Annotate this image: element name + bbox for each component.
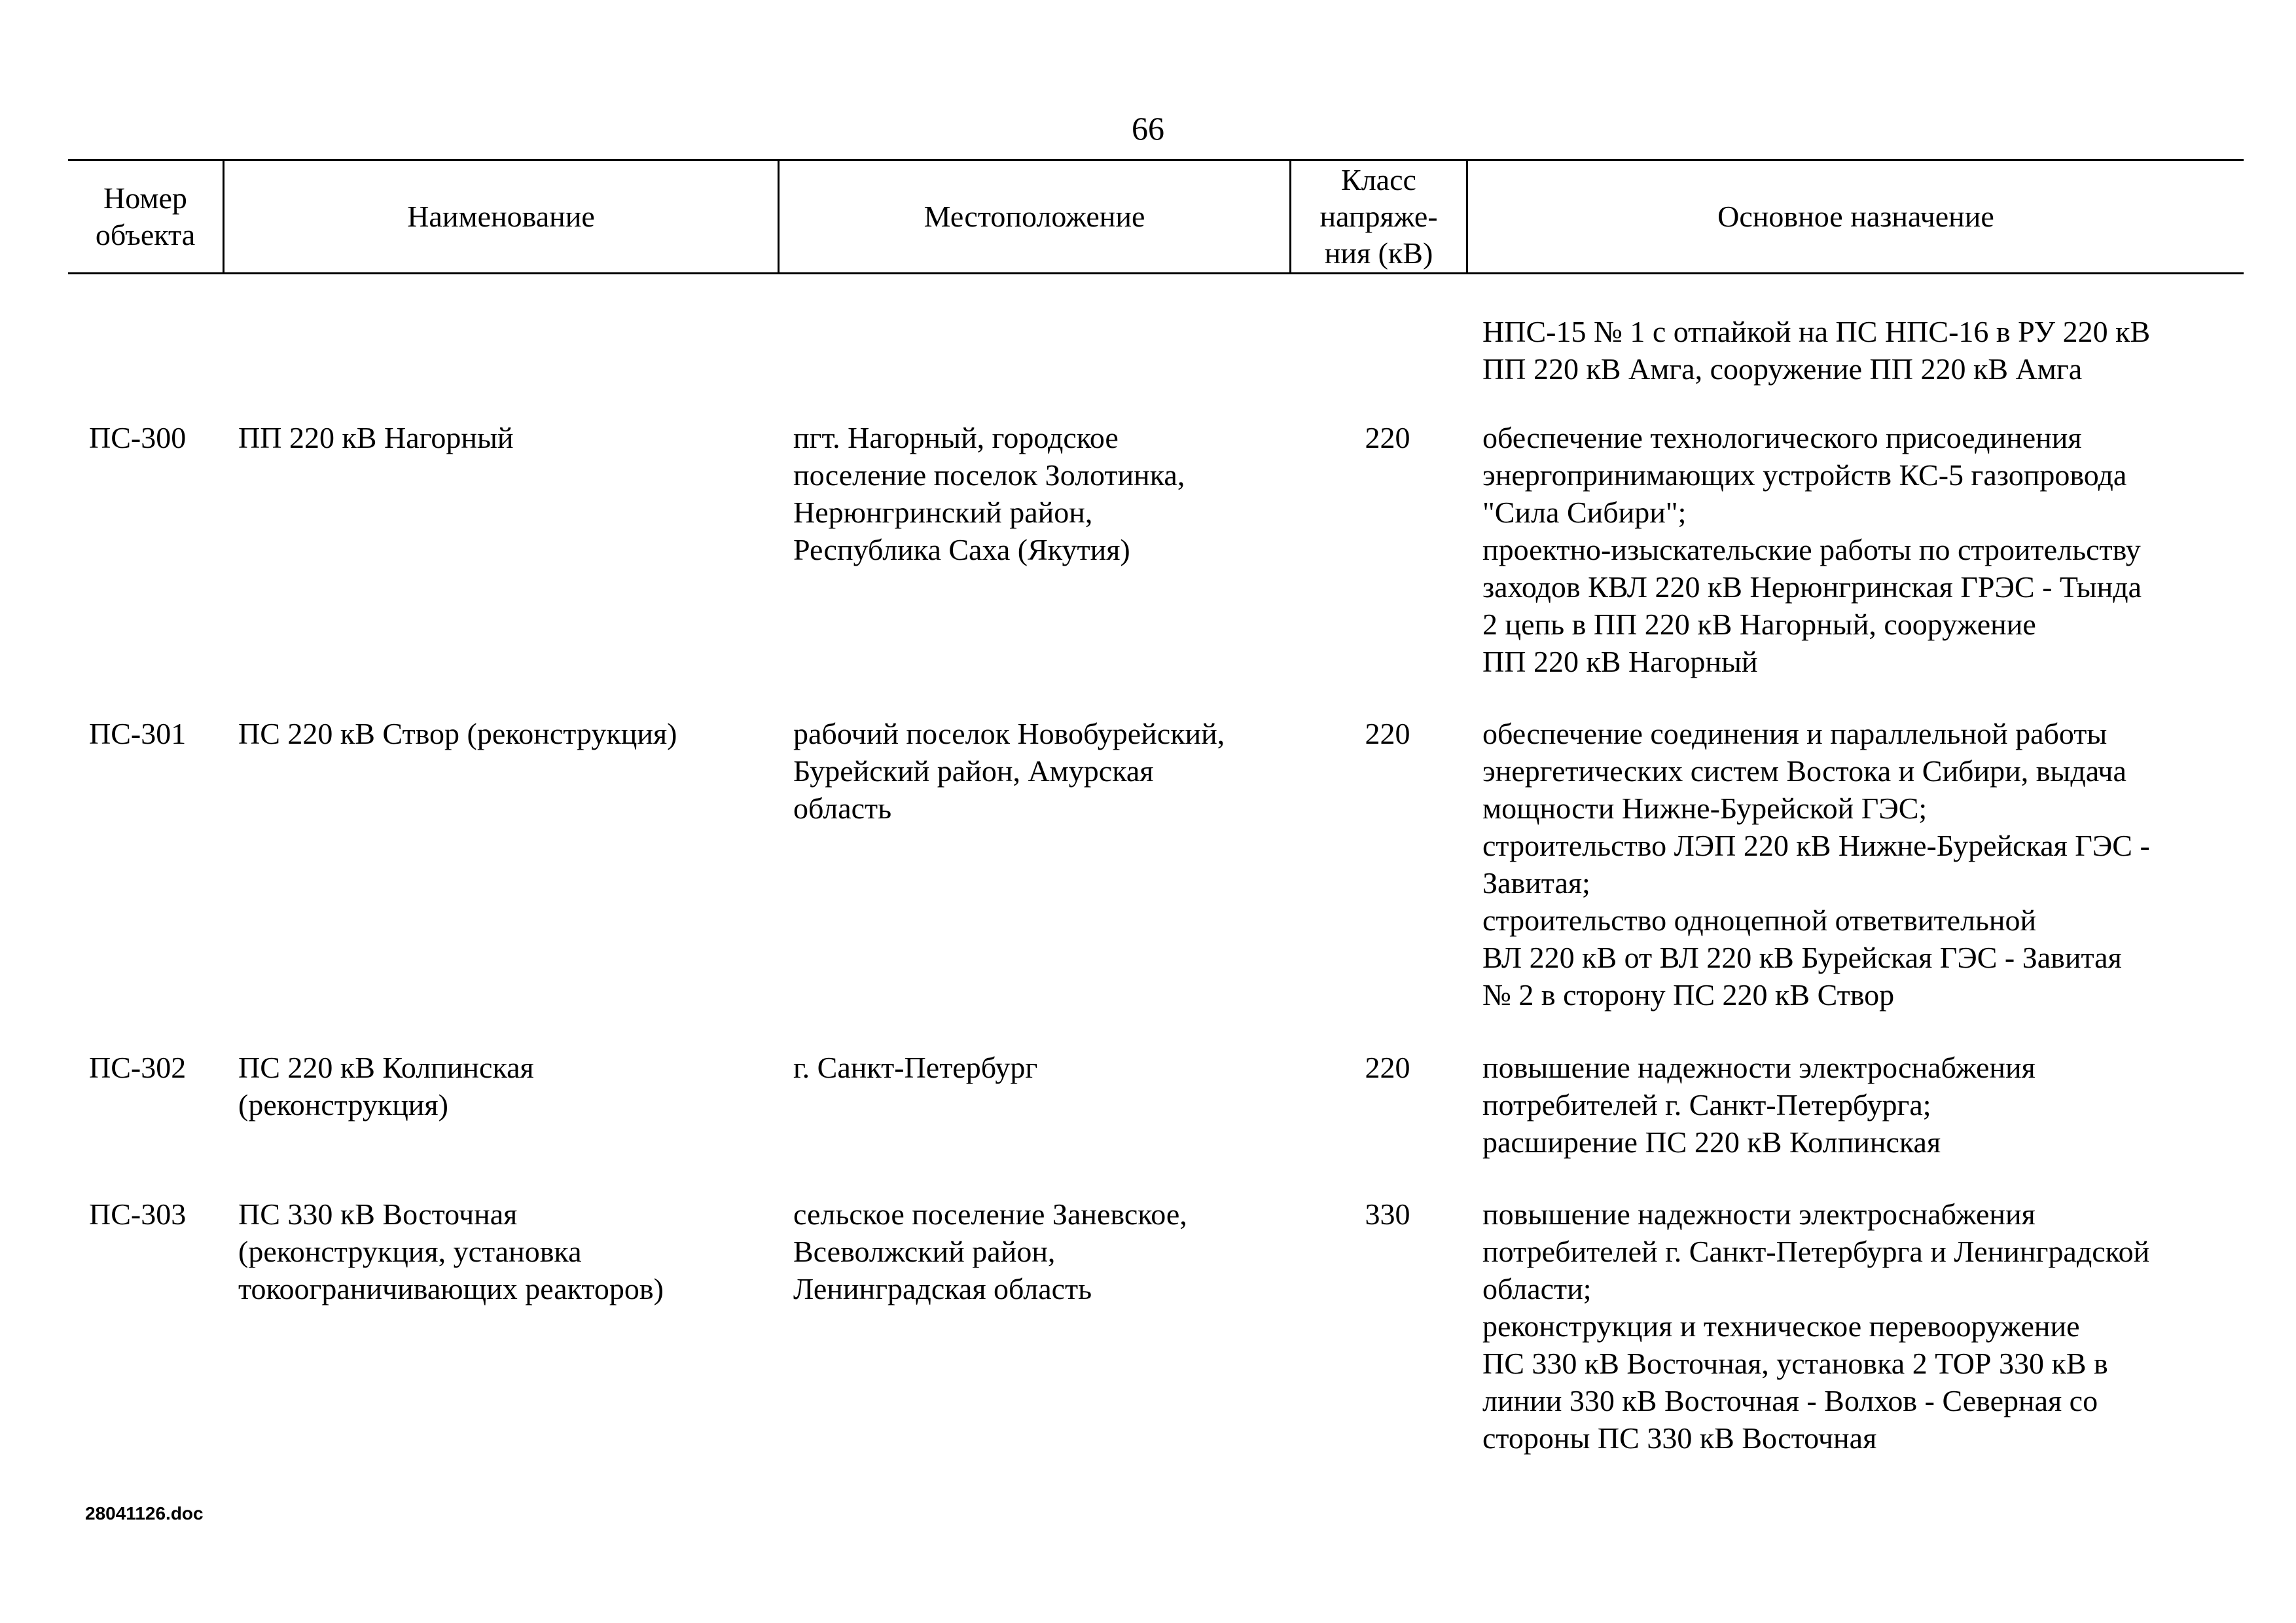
header-purpose-label: Основное назначение: [1717, 200, 1994, 233]
object-purpose: повышение надежности электроснабжения потребителей г. Санкт-Петербурга; расширение ПС 220 кВ Колпинская: [1482, 1051, 2036, 1159]
header-object-number-label: Номер объекта: [95, 181, 196, 251]
object-name: ПС 330 кВ Восточная (реконструкция, установка токоограничивающих реакторов): [238, 1197, 664, 1305]
document-file-name: 28041126.doc: [85, 1503, 204, 1523]
header-location-label: Местоположение: [924, 200, 1145, 233]
object-location: пгт. Нагорный, городское поселение поселок Золотинка, Нерюнгринский район, Республика Саха (Якутия): [793, 421, 1185, 566]
object-number: ПС-300: [89, 421, 187, 454]
object-voltage: 220: [1365, 1051, 1410, 1084]
object-number: ПС-303: [89, 1197, 187, 1231]
object-location: рабочий поселок Новобурейский, Бурейский район, Амурская область: [793, 717, 1225, 825]
header-voltage-class-label: Класс напряже- ния (кВ): [1319, 163, 1438, 270]
header-object-number: [68, 161, 223, 272]
table-header-bottom-rule: [68, 272, 2244, 274]
object-purpose: повышение надежности электроснабжения потребителей г. Санкт-Петербурга и Ленинградской области; реконструкция и техническое перевооружение ПС 330 кВ Восточная, установка 2 ТОР 330 кВ в линии 330 кВ Восточная - Волхов - Северная со стороны ПС 330 кВ Восточная: [1482, 1197, 2150, 1455]
object-location: г. Санкт-Петербург: [793, 1051, 1038, 1084]
object-name: ПС 220 кВ Створ (реконструкция): [238, 717, 677, 750]
object-location: сельское поселение Заневское, Всеволжский район, Ленинградская область: [793, 1197, 1187, 1305]
header-name: [224, 161, 778, 272]
header-purpose: [1468, 161, 2244, 272]
object-name: ПС 220 кВ Колпинская (реконструкция): [238, 1051, 534, 1122]
object-voltage: 330: [1365, 1197, 1410, 1231]
object-purpose: обеспечение соединения и параллельной работы энергетических систем Востока и Сибири, выдача мощности Нижне-Бурейской ГЭС; строительство ЛЭП 220 кВ Нижне-Бурейская ГЭС - Завитая; строительство одноцепной ответвительной ВЛ 220 кВ от ВЛ 220 кВ Бурейская ГЭС - Завитая № 2 в сторону ПС 220 кВ Створ: [1482, 717, 2150, 1012]
object-voltage: 220: [1365, 717, 1410, 750]
header-name-label: Наименование: [407, 200, 595, 233]
object-number: ПС-302: [89, 1051, 187, 1084]
object-number: ПС-301: [89, 717, 187, 750]
object-purpose: обеспечение технологического присоединения энергопринимающих устройств КС-5 газопровода "Сила Сибири"; проектно-изыскательские работы по строительству заходов КВЛ 220 кВ Нерюнгринская ГРЭС - Тында 2 цепь в ПП 220 кВ Нагорный, сооружение ПП 220 кВ Нагорный: [1482, 421, 2142, 678]
object-name: ПП 220 кВ Нагорный: [238, 421, 514, 454]
object-voltage: 220: [1365, 421, 1410, 454]
page-number: 66: [1132, 110, 1164, 147]
header-voltage-class: [1291, 161, 1466, 272]
header-location: [780, 161, 1289, 272]
continuation-purpose: НПС-15 № 1 с отпайкой на ПС НПС-16 в РУ 220 кВ ПП 220 кВ Амга, сооружение ПП 220 кВ Амга: [1482, 315, 2151, 386]
